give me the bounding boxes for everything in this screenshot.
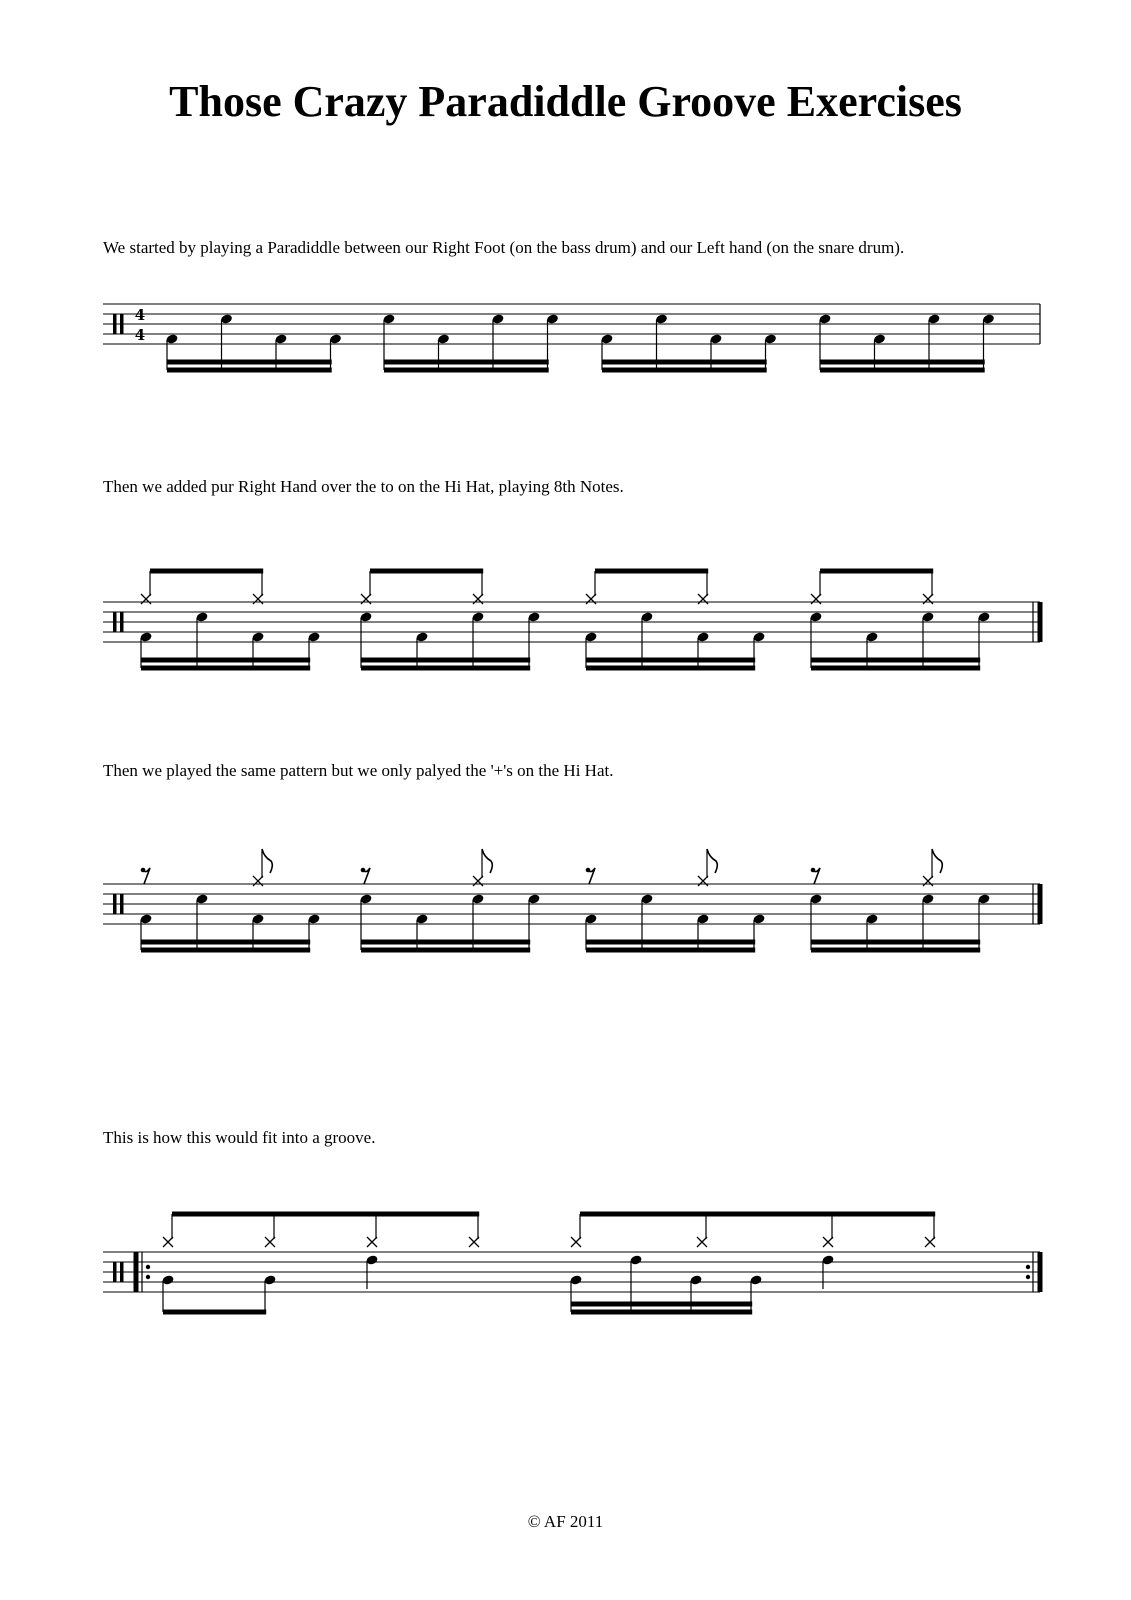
note-beam bbox=[370, 569, 483, 574]
time-signature-denominator: 4 bbox=[134, 326, 146, 344]
exercise-2-caption: Then we added pur Right Hand over the to on the Hi Hat, playing 8th Notes. bbox=[103, 477, 624, 496]
note-beam bbox=[811, 940, 980, 945]
percussion-clef bbox=[113, 314, 117, 334]
percussion-clef bbox=[113, 894, 117, 914]
note-beam bbox=[163, 1310, 266, 1315]
note-beam bbox=[384, 360, 549, 365]
time-signature-numerator: 4 bbox=[134, 306, 146, 324]
note-beam bbox=[811, 666, 980, 671]
note-beam bbox=[602, 368, 767, 373]
repeat-dot bbox=[146, 1265, 150, 1269]
note-beam bbox=[811, 658, 980, 663]
note-flag bbox=[482, 849, 492, 873]
staff-exercise-2 bbox=[103, 569, 1040, 671]
eighth-rest-dot bbox=[361, 868, 366, 873]
page-title: Those Crazy Paradiddle Groove Exercises bbox=[169, 77, 962, 126]
note-beam bbox=[361, 666, 530, 671]
note-beam bbox=[167, 360, 332, 365]
note-beam bbox=[141, 658, 310, 663]
note-beam bbox=[167, 368, 332, 373]
note-beam bbox=[586, 940, 755, 945]
note-beam bbox=[586, 948, 755, 953]
exercise-1-caption: We started by playing a Paradiddle between our Right Foot (on the bass drum) and our Left hand (on the snare drum). bbox=[103, 238, 905, 257]
note-flag bbox=[707, 849, 717, 873]
exercise-3-caption: Then we played the same pattern but we only palyed the '+'s on the Hi Hat. bbox=[103, 761, 614, 780]
staff-exercise-4 bbox=[103, 1212, 1040, 1315]
note-beam bbox=[141, 940, 310, 945]
note-beam bbox=[172, 1212, 479, 1217]
staff-exercise-1 bbox=[103, 304, 1040, 373]
note-beam bbox=[571, 1302, 752, 1307]
note-flag bbox=[262, 849, 272, 873]
note-beam bbox=[361, 948, 530, 953]
percussion-clef bbox=[113, 612, 117, 632]
eighth-rest-dot bbox=[141, 868, 146, 873]
note-beam bbox=[384, 368, 549, 373]
note-flag bbox=[932, 849, 942, 873]
note-beam bbox=[602, 360, 767, 365]
eighth-rest-dot bbox=[586, 868, 591, 873]
note-beam bbox=[580, 1212, 935, 1217]
percussion-clef bbox=[113, 1262, 117, 1282]
staff-exercise-3 bbox=[103, 849, 1040, 953]
repeat-dot bbox=[146, 1275, 150, 1279]
repeat-dot bbox=[1026, 1275, 1030, 1279]
note-beam bbox=[571, 1310, 752, 1315]
exercise-4-caption: This is how this would fit into a groove. bbox=[103, 1128, 376, 1147]
percussion-clef bbox=[120, 612, 124, 632]
note-beam bbox=[361, 940, 530, 945]
note-beam bbox=[595, 569, 708, 574]
percussion-clef bbox=[120, 894, 124, 914]
percussion-clef bbox=[120, 314, 124, 334]
note-beam bbox=[141, 666, 310, 671]
copyright-footer: © AF 2011 bbox=[527, 1512, 604, 1531]
eighth-rest-dot bbox=[811, 868, 816, 873]
note-beam bbox=[141, 948, 310, 953]
note-beam bbox=[150, 569, 263, 574]
note-beam bbox=[811, 948, 980, 953]
note-beam bbox=[820, 360, 985, 365]
percussion-clef bbox=[120, 1262, 124, 1282]
note-beam bbox=[820, 368, 985, 373]
repeat-dot bbox=[1026, 1265, 1030, 1269]
note-beam bbox=[586, 658, 755, 663]
note-beam bbox=[361, 658, 530, 663]
note-beam bbox=[820, 569, 933, 574]
note-beam bbox=[586, 666, 755, 671]
